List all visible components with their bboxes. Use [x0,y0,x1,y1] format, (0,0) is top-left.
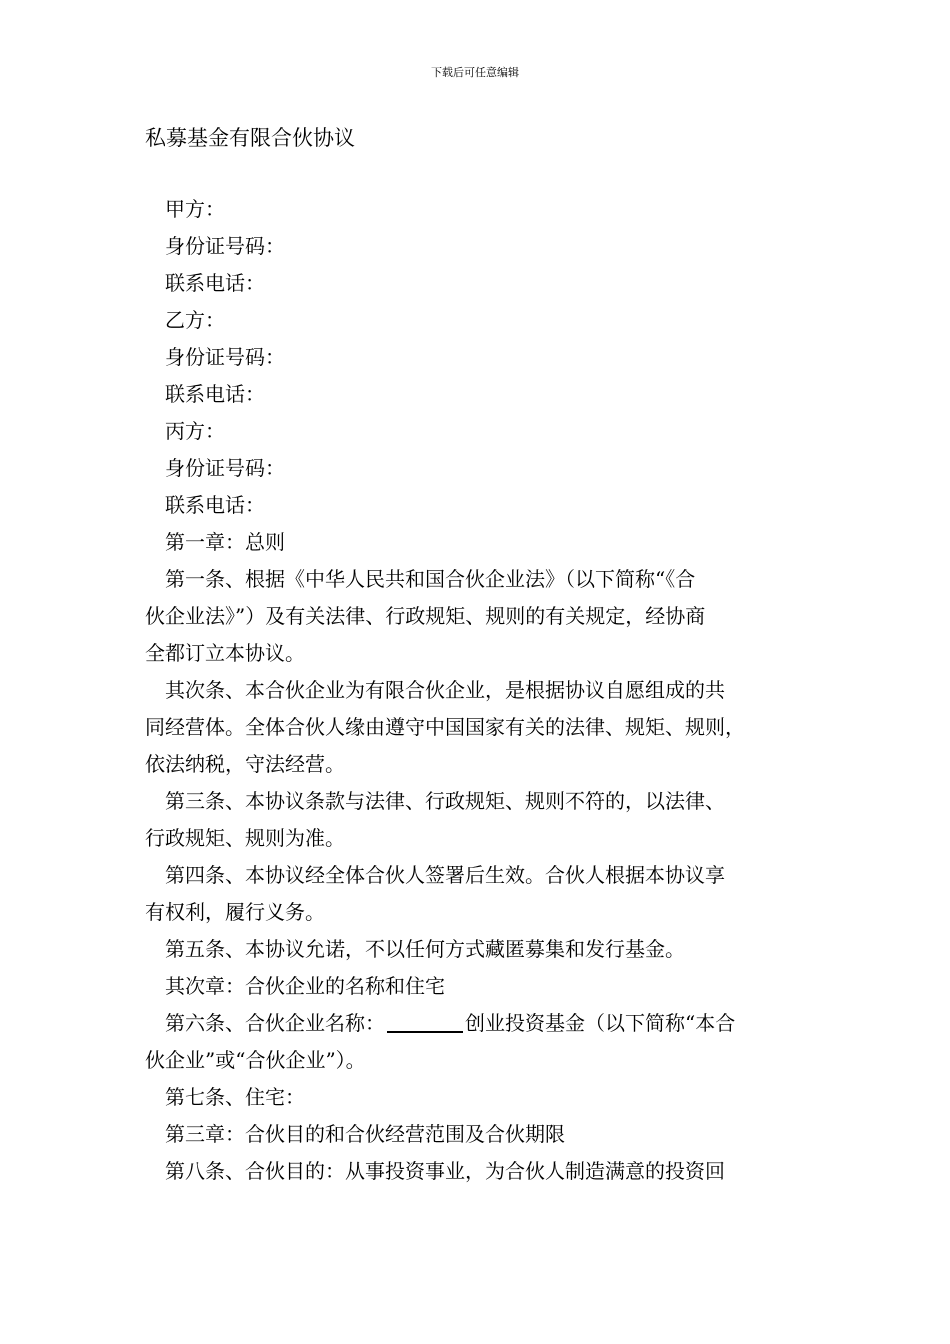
party-a-phone-label: 联系电话： [165,271,265,295]
article-4-line-1: 第四条、本协议经全体合伙人签署后生效。合伙人根据本协议享 [165,863,725,887]
party-c-phone-label: 联系电话： [165,493,265,517]
article-3-line-2: 行政规矩、规则为准。 [145,826,345,850]
chapter-2-heading: 其次章：合伙企业的名称和住宅 [165,974,445,998]
article-2-line-2: 同经营体。全体合伙人缘由遵守中国国家有关的法律、规矩、规则， [145,715,745,739]
party-c-label: 丙方： [165,419,225,443]
party-c-id-label: 身份证号码： [165,456,285,480]
article-1-line-2: 伙企业法》”）及有关法律、行政规矩、规则的有关规定，经协商 [145,604,706,628]
article-1-line-1: 第一条、根据《中华人民共和国合伙企业法》（以下简称“《合 [165,567,696,591]
document-body [145,191,835,1190]
chapter-1-heading: 第一章：总则 [165,530,285,554]
article-8-line-1: 第八条、合伙目的：从事投资事业，为合伙人制造满意的投资回 [165,1159,725,1183]
article-6-line-1 [145,1005,835,1042]
chapter-3-heading: 第三章：合伙目的和合伙经营范围及合伙期限 [165,1122,565,1146]
party-a-id-label: 身份证号码： [165,234,285,258]
party-b-id-label: 身份证号码： [165,345,285,369]
article-5-line-1: 第五条、本协议允诺，不以任何方式藏匿募集和发行基金。 [165,937,685,961]
article-2-line-1: 其次条、本合伙企业为有限合伙企业，是根据协议自愿组成的共 [165,678,725,702]
article-6-line-1-prefix: 第六条、合伙企业名称： [165,1011,385,1035]
article-7-line-1: 第七条、住宅： [165,1085,305,1109]
page-header-note: 下载后可任意编辑 [431,66,519,79]
article-2-line-3: 依法纳税，守法经营。 [145,752,345,776]
document-title: 私募基金有限合伙协议 [145,126,355,150]
article-1-line-3: 全都订立本协议。 [145,641,305,665]
article-6-line-2: 伙企业”或“合伙企业”）。 [145,1048,366,1072]
article-4-line-2: 有权利，履行义务。 [145,900,325,924]
article-3-line-1: 第三条、本协议条款与法律、行政规矩、规则不符的，以法律、 [165,789,725,813]
fund-name-blank [387,1007,463,1033]
party-b-phone-label: 联系电话： [165,382,265,406]
party-a-label: 甲方： [165,197,225,221]
article-6-line-1-suffix: 创业投资基金（以下简称“本合 [465,1011,736,1035]
party-b-label: 乙方： [165,308,225,332]
